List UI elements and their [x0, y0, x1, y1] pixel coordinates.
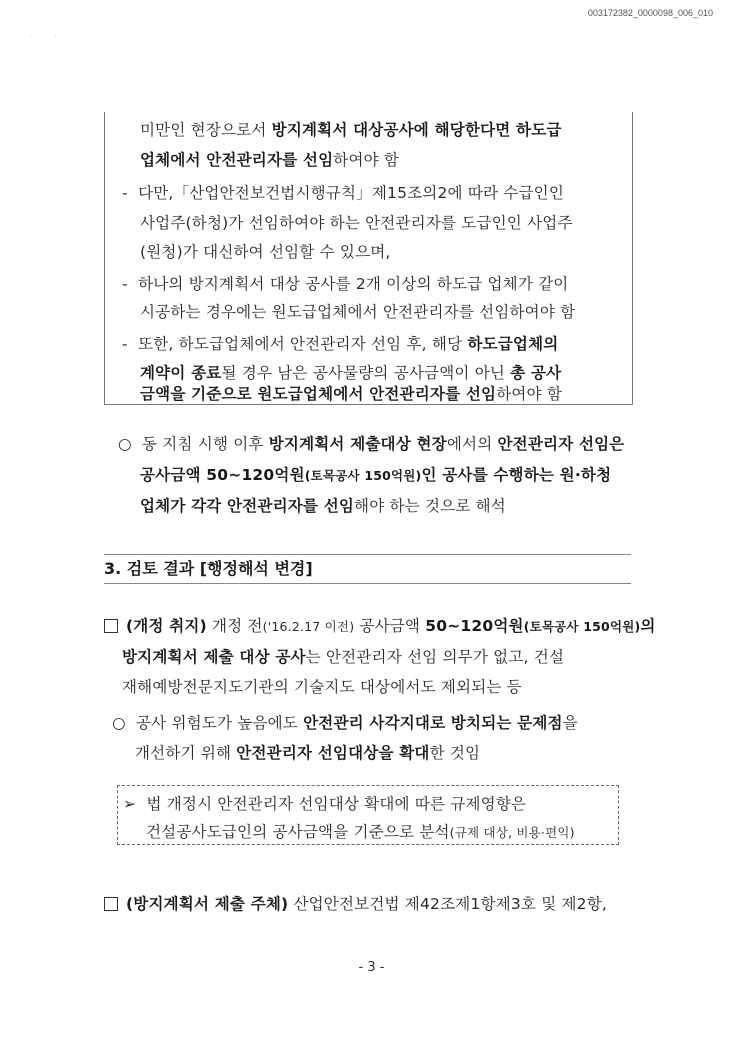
box-line-10: 금액을 기준으로 원도급업체에서 안전관리자를 선임하여야 함 [140, 385, 563, 403]
box-line-6: - 하나의 방지계획서 대상 공사를 2개 이상의 하도급 업체가 같이 [122, 275, 569, 293]
section-3-heading: 3. 검토 결과 [행정해석 변경] [104, 554, 631, 584]
box-line-2: 업체에서 안전관리자를 선임하여야 함 [140, 151, 400, 169]
arrow-bullet-icon: ➢ [123, 795, 137, 813]
box-line-3: - 다만,「산업안전보건법시행규칙」제15조의2에 따라 수급인인 [122, 184, 565, 202]
box-line-9: 계약이 종료될 경우 남은 공사물량의 공사금액이 아닌 총 공사 [140, 364, 562, 382]
note-line-1: ➢ 법 개정시 안전관리자 선임대상 확대에 따른 규제영향은 [123, 795, 527, 813]
para2-line-2: 방지계획서 제출 대상 공사는 안전관리자 선임 의무가 없고, 건설 [122, 648, 565, 666]
box-line-4: 사업주(하청)가 선임하여야 하는 안전관리자를 도급인인 사업주 [140, 214, 573, 232]
box-line-1: 미만인 현장으로서 방지계획서 대상공사에 해당한다면 하도급 [140, 121, 562, 139]
document-id: 003172382_0000098_006_010 [587, 8, 713, 18]
para1-line-3: 업체가 각각 안전관리자를 선임해야 하는 것으로 해석 [140, 497, 506, 515]
square-bullet-icon [104, 619, 118, 633]
para3-line-2: 개선하기 위해 안전관리자 선임대상을 확대한 것임 [135, 744, 481, 762]
square-bullet-icon [104, 897, 118, 911]
box-line-8: - 또한, 하도급업체에서 안전관리자 선임 후, 해당 하도급업체의 [122, 335, 559, 353]
note-line-2: 건설공사도급인의 공사금액을 기준으로 분석(규제 대상, 비용·편익) [146, 823, 575, 841]
para3-line-1: ○ 공사 위험도가 높음에도 안전관리 사각지대로 방치되는 문제점을 [112, 714, 578, 732]
scan-specks: · · [30, 34, 57, 41]
box-line-7: 시공하는 경우에는 원도급업체에서 안전관리자를 선임하여야 함 [140, 303, 576, 321]
box-line-5: (원청)가 대신하여 선임할 수 있으며, [140, 243, 391, 261]
para4-line-1: (방지계획서 제출 주체) 산업안전보건법 제42조제1항제3호 및 제2항, [104, 892, 607, 914]
page-number: - 3 - [358, 960, 385, 975]
para1-line-1: ○ 동 지침 시행 이후 방지계획서 제출대상 현장에서의 안전관리자 선임은 [118, 435, 625, 453]
para2-line-1: (개정 취지) 개정 전('16.2.17 이전) 공사금액 50~120억원(토목공사 150억원)의 [104, 614, 656, 636]
para1-line-2: 공사금액 50~120억원(토목공사 150억원)인 공사를 수행하는 원·하청 [140, 466, 612, 484]
para2-line-3: 재해예방전문지도기관의 기술지도 대상에서도 제외되는 등 [122, 678, 522, 696]
